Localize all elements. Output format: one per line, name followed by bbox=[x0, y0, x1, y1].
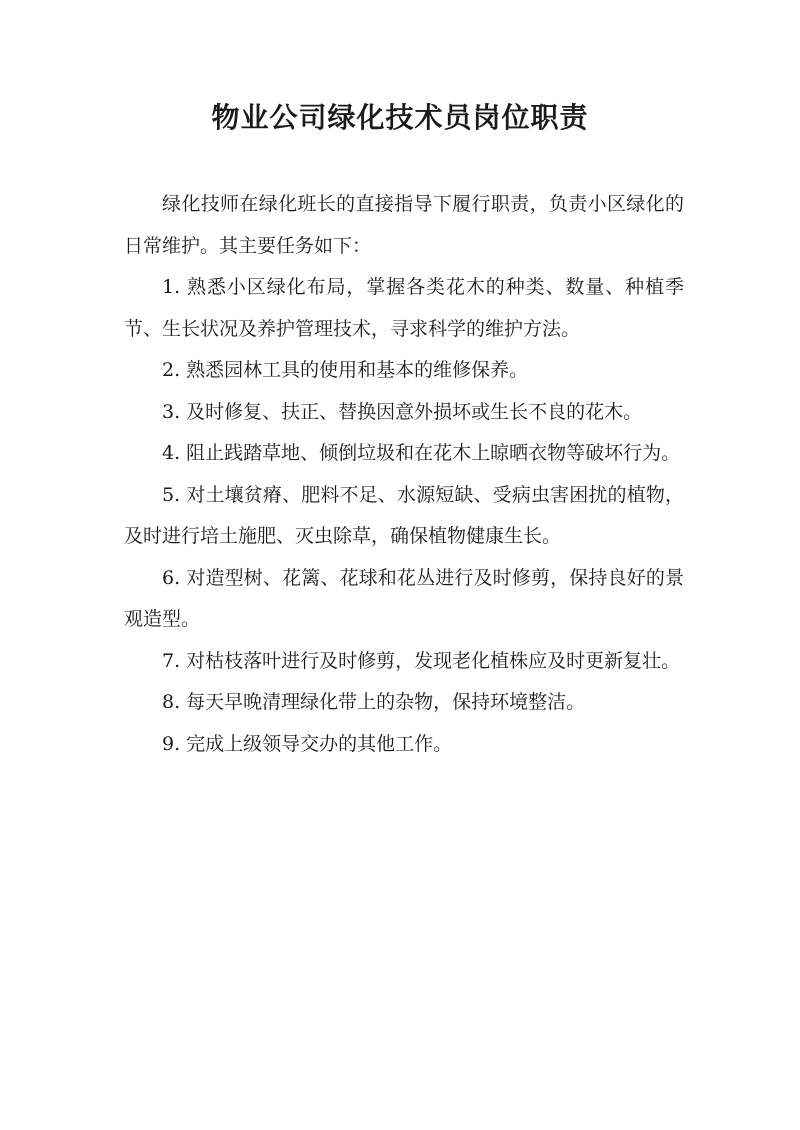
duty-item-9: 9. 完成上级领导交办的其他工作。 bbox=[162, 732, 453, 755]
duty-item-3: 3. 及时修复、扶正、替换因意外损坏或生长不良的花木。 bbox=[162, 400, 643, 423]
intro-paragraph: 绿化技师在绿化班长的直接指导下履行职责，负责小区绿化的日常维护。其主要任务如下： bbox=[124, 193, 684, 257]
duty-item-5: 5. 对土壤贫瘠、肥料不足、水源短缺、受病虫害困扰的植物，及时进行培土施肥、灭虫除草，确保植物健康生长。 bbox=[124, 483, 684, 547]
page-title: 物业公司绿化技术员岗位职责 bbox=[211, 101, 589, 134]
duty-item-2: 2. 熟悉园林工具的使用和基本的维修保养。 bbox=[162, 359, 529, 381]
duty-item-4: 4. 阻止践踏草地、倾倒垃圾和在花木上晾晒衣物等破坏行为。 bbox=[162, 442, 681, 464]
duty-item-7: 7. 对枯枝落叶进行及时修剪，发现老化植株应及时更新复壮。 bbox=[162, 649, 681, 672]
duty-item-6: 6. 对造型树、花篱、花球和花丛进行及时修剪，保持良好的景观造型。 bbox=[124, 566, 684, 630]
duty-item-1: 1. 熟悉小区绿化布局，掌握各类花木的种类、数量、种植季节、生长状况及养护管理技术，寻求科学的维护方法。 bbox=[124, 276, 684, 340]
duty-item-8: 8. 每天早晚清理绿化带上的杂物，保持环境整洁。 bbox=[162, 691, 586, 713]
document-body bbox=[124, 184, 684, 765]
